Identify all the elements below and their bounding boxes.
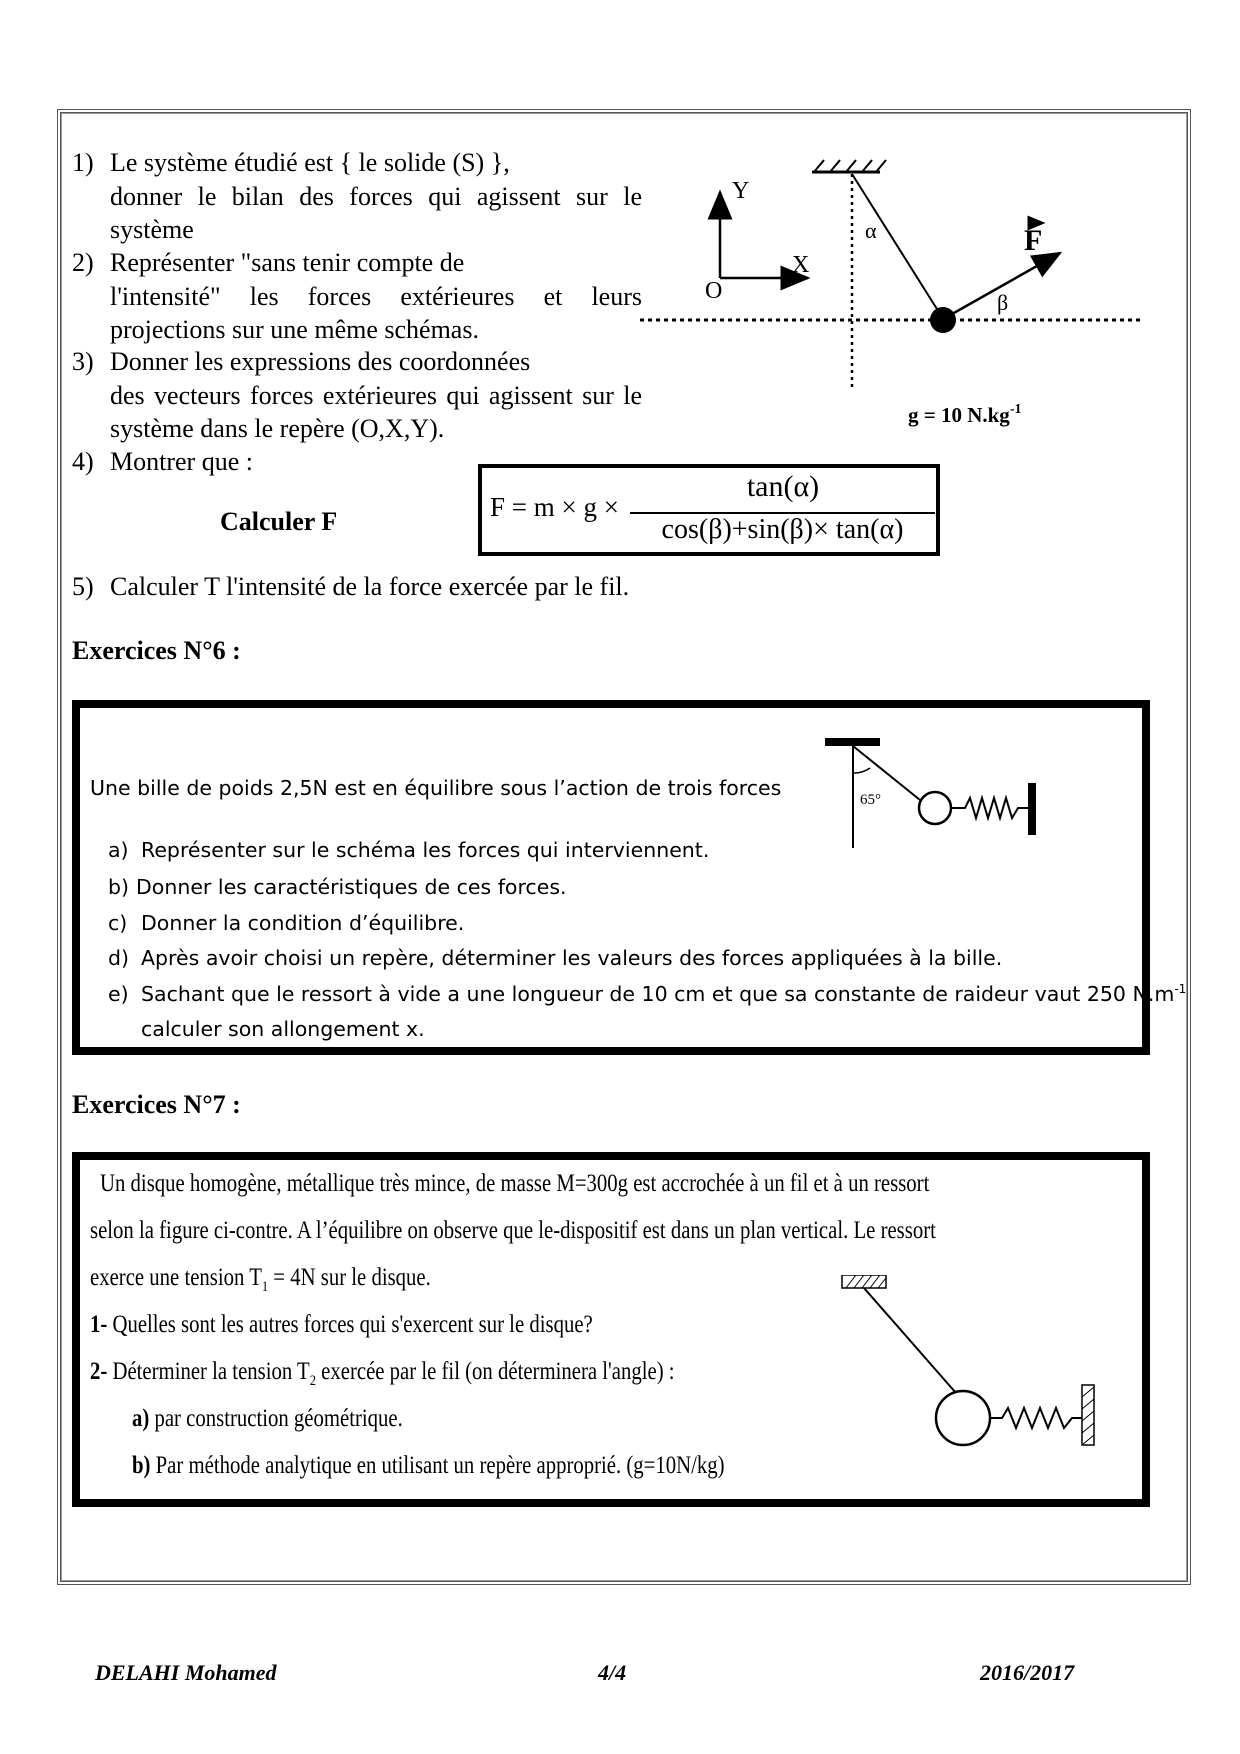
ex7-line-2: selon la figure ci-contre. A l’équilibre on observe que le-dispositif est dans un plan vertical. Le ressort <box>90 1217 936 1244</box>
item-letter: d) <box>108 946 130 970</box>
question-number: 2) <box>72 248 94 277</box>
exercise-6-box <box>72 700 1187 1055</box>
origin-label: O <box>705 278 723 304</box>
exercise-7-box <box>72 1152 1150 1507</box>
question-number: 1- <box>90 1311 108 1338</box>
solid-ball <box>930 307 956 333</box>
ex6-item-b <box>108 875 567 899</box>
disc <box>936 1391 990 1445</box>
item-letter: a) <box>132 1405 150 1432</box>
gravity-text: g = 10 N.kg <box>908 403 1010 427</box>
wall <box>1028 783 1036 835</box>
ex6-item-e <box>108 982 1186 1006</box>
question-text: Calculer T l'intensité de la force exercée par le fil. <box>110 572 630 601</box>
gravity-exponent: -1 <box>1009 402 1022 417</box>
ex7-question-1 <box>90 1311 593 1339</box>
item-letter: e) <box>108 982 129 1006</box>
question-2 <box>72 246 642 347</box>
ex6-item-e-cont: calculer son allongement x. <box>141 1017 425 1041</box>
ex7-line-3 <box>90 1264 431 1296</box>
subscript: 2 <box>309 1373 316 1389</box>
item-text: par construction géométrique. <box>154 1405 403 1432</box>
footer-year: 2016/2017 <box>980 1660 1075 1685</box>
ceiling-hatch <box>814 160 886 172</box>
question-number: 1) <box>72 148 94 177</box>
ex6-item-c <box>108 911 464 935</box>
y-axis-label: Y <box>732 178 750 204</box>
footer-page: 4/4 <box>598 1660 627 1685</box>
x-axis-label: X <box>792 252 810 278</box>
string <box>864 1288 956 1393</box>
question-1 <box>72 146 642 247</box>
formula-denominator: cos(β)+sin(β)× tan(α) <box>661 514 904 545</box>
item-text: Donner les caractéristiques de ces forces. <box>136 875 567 899</box>
ex6-item-a <box>108 838 709 862</box>
item-letter: a) <box>108 838 129 862</box>
string <box>852 174 942 317</box>
question-text-cont: des vecteurs forces extérieures qui agissent sur le système dans le repère (O,X,Y). <box>110 380 642 443</box>
question-number: 3) <box>72 347 94 376</box>
question-number: 4) <box>72 447 94 476</box>
ex7-question-2 <box>90 1358 675 1390</box>
subscript: 1 <box>261 1279 269 1295</box>
question-text: Le système étudié est { le solide (S) }, <box>110 148 510 177</box>
exercise-6-figure <box>825 728 1145 868</box>
force-label: F <box>1024 224 1043 257</box>
exercise-7-title: Exercices N°7 : <box>72 1090 241 1119</box>
item-text: Représenter sur le schéma les forces qui interviennent. <box>141 838 710 862</box>
question-3 <box>72 345 642 446</box>
item-letter: b) <box>132 1452 151 1479</box>
ex7-item-b <box>132 1452 725 1480</box>
angle-label: 65° <box>860 792 881 808</box>
beta-label: β <box>997 290 1009 315</box>
ex7-line-1: Un disque homogène, métallique très mince, de masse M=300g est accrochée à un fil et à un ressort <box>100 1170 930 1197</box>
pendulum-figure <box>640 150 1140 440</box>
formula-box <box>478 464 940 556</box>
question-text: Représenter "sans tenir compte de <box>110 248 465 277</box>
item-text: Donner la condition d’équilibre. <box>141 911 465 935</box>
exercise-7-figure <box>840 1275 1140 1475</box>
calculate-f-label: Calculer F <box>220 507 338 536</box>
item-letter: b) <box>108 875 130 899</box>
question-text: Montrer que : <box>110 447 253 476</box>
ceiling <box>825 738 880 746</box>
formula-lhs: F = m × g × <box>490 492 619 522</box>
ball <box>919 792 951 824</box>
line-text: exerce une tension T <box>90 1264 262 1291</box>
footer-author: DELAHI Mohamed <box>95 1660 277 1685</box>
exercise-6-intro: Une bille de poids 2,5N est en équilibre sous l’action de trois forces <box>90 776 782 800</box>
question-number: 2- <box>90 1358 108 1385</box>
ex7-item-a <box>132 1405 403 1433</box>
formula-numerator: tan(α) <box>746 470 820 503</box>
line-text-end: = 4N sur le disque. <box>268 1264 431 1291</box>
angle-arc <box>853 768 870 773</box>
item-text: Après avoir choisi un repère, déterminer les valeurs des forces appliquées à la bille. <box>141 946 1003 970</box>
question-text: Donner les expressions des coordonnées <box>110 347 531 376</box>
item-text: Sachant que le ressort à vide a une longueur de 10 cm et que sa constante de raideur vaut 250 N.m <box>141 982 1175 1006</box>
exercise-6-title: Exercices N°6 : <box>72 636 241 665</box>
item-letter: c) <box>108 911 128 935</box>
ex6-item-d <box>108 946 1002 970</box>
alpha-label: α <box>865 218 877 243</box>
question-text: Quelles sont les autres forces qui s'exercent sur le disque? <box>112 1311 593 1338</box>
unit-exponent: -1 <box>1174 982 1187 997</box>
question-5 <box>72 570 872 604</box>
question-text: Déterminer la tension T <box>112 1358 310 1385</box>
question-text-cont: donner le bilan des forces qui agissent sur le système <box>110 181 642 244</box>
question-number: 5) <box>72 572 94 601</box>
gravity-value <box>908 402 1021 427</box>
question-text-end: exercée par le fil (on déterminera l'angle) : <box>315 1358 675 1385</box>
item-text: Par méthode analytique en utilisant un repère approprié. (g=10N/kg) <box>155 1452 725 1479</box>
question-text-cont: l'intensité" les forces extérieures et leurs projections sur une même schémas. <box>110 281 642 344</box>
spring <box>990 1408 1082 1428</box>
spring <box>951 798 1028 818</box>
